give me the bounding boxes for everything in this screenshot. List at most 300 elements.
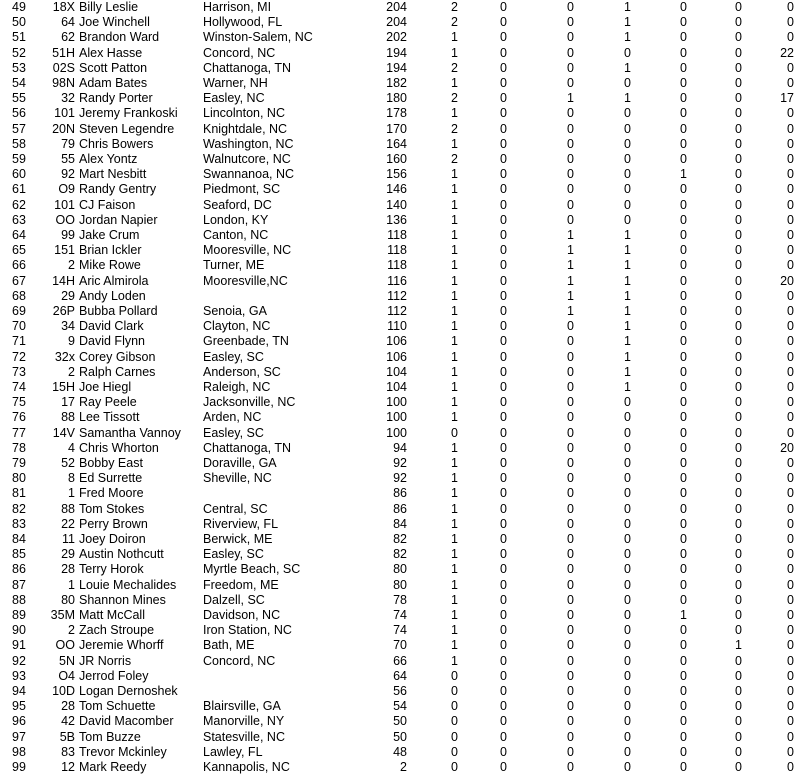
stat-col-2-cell: 0 [500, 334, 507, 349]
table-row [0, 426, 800, 441]
points-cell: 118 [387, 258, 407, 273]
table-row [0, 669, 800, 684]
table-row [0, 456, 800, 471]
points-cell: 182 [386, 76, 407, 90]
stat-col-1-cell: 1 [451, 76, 458, 90]
hometown-cell: Easley, SC [203, 349, 264, 364]
stat-col-3-cell: 0 [567, 30, 574, 45]
table-row [0, 289, 800, 304]
driver-name-cell: Samantha Vannoy [79, 425, 181, 440]
stat-col-3-cell: 0 [567, 106, 574, 121]
stat-col-3-cell: 0 [567, 608, 574, 622]
stat-col-5-cell: 0 [680, 425, 687, 440]
driver-name-cell: Steven Legendre [79, 121, 175, 136]
stat-col-2-cell: 0 [500, 106, 507, 121]
points-cell: 164 [386, 136, 407, 151]
stat-col-2-cell: 0 [500, 592, 507, 607]
position-cell: 89 [12, 608, 26, 622]
stat-col-6-cell: 0 [735, 182, 742, 197]
table-row [0, 395, 800, 410]
stat-col-1-cell: 0 [451, 425, 458, 440]
car-number-cell: 151 [54, 243, 75, 258]
points-cell: 104 [386, 380, 407, 394]
stat-col-3-cell: 0 [567, 668, 574, 683]
driver-name-cell: Aric Almirola [79, 273, 149, 288]
driver-name-cell: Trevor Mckinley [79, 744, 167, 759]
stat-col-5-cell: 0 [680, 760, 687, 774]
stat-col-1-cell: 1 [451, 197, 458, 212]
stat-col-5-cell: 0 [680, 197, 687, 212]
stat-col-7-cell: 0 [787, 532, 794, 546]
stat-col-1-cell: 1 [451, 608, 458, 622]
hometown-cell: Clayton, NC [203, 319, 271, 334]
stat-col-2-cell: 0 [500, 60, 507, 75]
points-cell: 82 [393, 532, 407, 546]
car-number-cell: 2 [68, 258, 75, 273]
stat-col-7-cell: 0 [787, 380, 794, 394]
car-number-cell: 17 [61, 395, 75, 410]
driver-name-cell: Adam Bates [79, 76, 148, 90]
hometown-cell: Davidson, NC [203, 608, 281, 622]
stat-col-6-cell: 0 [735, 623, 742, 638]
stat-col-3-cell: 0 [567, 152, 574, 166]
car-number-cell: 8 [68, 471, 75, 486]
stat-col-1-cell: 0 [451, 699, 458, 714]
stat-col-4-cell: 0 [624, 425, 631, 440]
driver-name-cell: Andy Loden [79, 288, 146, 303]
stat-col-7-cell: 0 [787, 653, 794, 668]
stat-col-7-cell: 0 [787, 456, 794, 470]
stat-col-4-cell: 1 [624, 288, 631, 303]
stat-col-4-cell: 0 [624, 121, 631, 136]
stat-col-6-cell: 0 [735, 608, 742, 622]
points-cell: 80 [393, 562, 407, 577]
stat-col-4-cell: 1 [624, 349, 631, 364]
stat-col-5-cell: 0 [680, 440, 687, 455]
car-number-cell: O4 [58, 668, 75, 683]
stat-col-7-cell: 0 [787, 319, 794, 334]
points-cell: 110 [387, 319, 407, 334]
stat-col-2-cell: 0 [500, 547, 507, 562]
stat-col-1-cell: 2 [451, 15, 458, 30]
car-number-cell: 20N [52, 121, 75, 136]
table-row [0, 623, 800, 638]
position-cell: 86 [12, 562, 26, 577]
stat-col-7-cell: 0 [787, 364, 794, 379]
stat-col-1-cell: 1 [451, 638, 458, 653]
stat-col-4-cell: 0 [624, 136, 631, 151]
stat-col-4-cell: 1 [624, 334, 631, 349]
driver-name-cell: Ray Peele [79, 395, 137, 410]
table-row [0, 137, 800, 152]
position-cell: 77 [12, 425, 26, 440]
stat-col-5-cell: 0 [680, 91, 687, 106]
stat-col-4-cell: 0 [624, 608, 631, 622]
driver-name-cell: Louie Mechalides [79, 577, 177, 592]
stat-col-3-cell: 0 [567, 699, 574, 714]
driver-name-cell: Tom Stokes [79, 501, 145, 516]
table-row [0, 699, 800, 714]
car-number-cell: 1 [68, 486, 75, 501]
car-number-cell: 99 [61, 228, 75, 242]
stat-col-3-cell: 1 [567, 288, 574, 303]
stat-col-6-cell: 0 [735, 699, 742, 714]
car-number-cell: 55 [61, 152, 75, 166]
position-cell: 93 [12, 668, 26, 683]
position-cell: 50 [12, 15, 26, 30]
stat-col-2-cell: 0 [500, 456, 507, 470]
table-row [0, 714, 800, 729]
position-cell: 68 [12, 288, 26, 303]
driver-name-cell: Joe Hiegl [79, 380, 132, 394]
stat-col-6-cell: 0 [735, 212, 742, 227]
table-row [0, 243, 800, 258]
stat-col-7-cell: 20 [780, 440, 794, 455]
stat-col-6-cell: 0 [735, 288, 742, 303]
points-cell: 94 [393, 440, 407, 455]
hometown-cell: Arden, NC [203, 410, 262, 425]
stat-col-6-cell: 1 [735, 638, 742, 653]
stat-col-1-cell: 1 [451, 349, 458, 364]
stat-col-1-cell: 1 [451, 212, 458, 227]
stat-col-6-cell: 0 [735, 258, 742, 273]
stat-col-7-cell: 0 [787, 228, 794, 242]
hometown-cell: Harrison, MI [203, 0, 272, 14]
table-row [0, 182, 800, 197]
stat-col-6-cell: 0 [735, 440, 742, 455]
hometown-cell: Chattanoga, TN [203, 60, 292, 75]
stat-col-5-cell: 0 [680, 319, 687, 334]
stat-col-5-cell: 0 [680, 395, 687, 410]
position-cell: 66 [12, 258, 26, 273]
stat-col-5-cell: 0 [680, 243, 687, 258]
points-cell: 82 [393, 547, 407, 562]
stat-col-5-cell: 0 [680, 182, 687, 197]
position-cell: 72 [12, 349, 26, 364]
stat-col-5-cell: 0 [680, 456, 687, 470]
stat-col-6-cell: 0 [735, 334, 742, 349]
car-number-cell: 32 [61, 91, 75, 106]
stat-col-4-cell: 0 [624, 152, 631, 166]
hometown-cell: Doraville, GA [203, 456, 277, 470]
points-cell: 80 [393, 577, 407, 592]
stat-col-6-cell: 0 [735, 410, 742, 425]
table-row [0, 745, 800, 760]
stat-col-1-cell: 1 [451, 532, 458, 546]
stat-col-2-cell: 0 [500, 425, 507, 440]
stat-col-7-cell: 0 [787, 349, 794, 364]
hometown-cell: Concord, NC [203, 653, 276, 668]
position-cell: 49 [12, 0, 26, 14]
stat-col-7-cell: 0 [787, 197, 794, 212]
position-cell: 87 [12, 577, 26, 592]
stat-col-2-cell: 0 [500, 152, 507, 166]
stat-col-4-cell: 0 [624, 714, 631, 729]
position-cell: 84 [12, 532, 26, 546]
stat-col-2-cell: 0 [500, 608, 507, 622]
stat-col-4-cell: 0 [624, 592, 631, 607]
points-cell: 146 [386, 182, 407, 197]
points-cell: 204 [386, 0, 407, 14]
points-cell: 86 [393, 486, 407, 501]
stat-col-2-cell: 0 [500, 577, 507, 592]
table-row [0, 380, 800, 395]
stat-col-5-cell: 0 [680, 304, 687, 318]
hometown-cell: Easley, SC [203, 547, 264, 562]
points-cell: 202 [386, 30, 407, 45]
stat-col-7-cell: 0 [787, 0, 794, 14]
position-cell: 85 [12, 547, 26, 562]
driver-name-cell: Scott Patton [79, 60, 148, 75]
driver-name-cell: Jeremy Frankoski [79, 106, 178, 121]
stat-col-3-cell: 0 [567, 532, 574, 546]
points-cell: 92 [393, 471, 407, 486]
position-cell: 97 [12, 729, 26, 744]
stat-col-4-cell: 0 [624, 45, 631, 60]
stat-col-2-cell: 0 [500, 273, 507, 288]
position-cell: 57 [12, 121, 26, 136]
stat-col-3-cell: 0 [567, 456, 574, 470]
stat-col-2-cell: 0 [500, 288, 507, 303]
stat-col-2-cell: 0 [500, 729, 507, 744]
stat-col-2-cell: 0 [500, 684, 507, 698]
points-cell: 194 [386, 60, 407, 75]
stat-col-7-cell: 0 [787, 714, 794, 729]
driver-name-cell: Alex Yontz [79, 152, 138, 166]
stat-col-4-cell: 0 [624, 516, 631, 531]
stat-col-4-cell: 1 [624, 30, 631, 45]
stat-col-4-cell: 1 [624, 91, 631, 106]
stat-col-6-cell: 0 [735, 395, 742, 410]
points-cell: 100 [386, 425, 407, 440]
stat-col-7-cell: 0 [787, 592, 794, 607]
stat-col-3-cell: 0 [567, 501, 574, 516]
stat-col-1-cell: 1 [451, 410, 458, 425]
points-cell: 66 [393, 653, 407, 668]
stat-col-7-cell: 0 [787, 516, 794, 531]
table-row [0, 350, 800, 365]
table-row [0, 502, 800, 517]
stat-col-7-cell: 22 [780, 45, 794, 60]
position-cell: 96 [12, 714, 26, 729]
stat-col-5-cell: 0 [680, 258, 687, 273]
points-cell: 100 [386, 410, 407, 425]
stat-col-6-cell: 0 [735, 486, 742, 501]
stat-col-2-cell: 0 [500, 699, 507, 714]
stat-col-4-cell: 0 [624, 76, 631, 90]
stat-col-6-cell: 0 [735, 547, 742, 562]
stat-col-6-cell: 0 [735, 136, 742, 151]
stat-col-2-cell: 0 [500, 304, 507, 318]
stat-col-3-cell: 0 [567, 167, 574, 182]
stat-col-7-cell: 0 [787, 562, 794, 577]
stat-col-7-cell: 0 [787, 760, 794, 774]
stat-col-1-cell: 1 [451, 304, 458, 318]
car-number-cell: 88 [61, 501, 75, 516]
stat-col-4-cell: 0 [624, 182, 631, 197]
stat-col-3-cell: 0 [567, 623, 574, 638]
stat-col-6-cell: 0 [735, 501, 742, 516]
position-cell: 51 [12, 30, 26, 45]
stat-col-4-cell: 0 [624, 699, 631, 714]
position-cell: 78 [12, 440, 26, 455]
stat-col-2-cell: 0 [500, 653, 507, 668]
stat-col-7-cell: 0 [787, 258, 794, 273]
stat-col-2-cell: 0 [500, 228, 507, 242]
stat-col-7-cell: 0 [787, 288, 794, 303]
stat-col-3-cell: 1 [567, 91, 574, 106]
hometown-cell: Iron Station, NC [203, 623, 292, 638]
table-row [0, 593, 800, 608]
driver-name-cell: David Clark [79, 319, 144, 334]
table-row [0, 0, 800, 15]
stat-col-7-cell: 20 [780, 273, 794, 288]
stat-col-2-cell: 0 [500, 668, 507, 683]
table-row [0, 760, 800, 775]
stat-col-6-cell: 0 [735, 349, 742, 364]
stat-col-1-cell: 1 [451, 228, 458, 242]
stat-col-2-cell: 0 [500, 167, 507, 182]
position-cell: 80 [12, 471, 26, 486]
driver-name-cell: Jerrod Foley [79, 668, 149, 683]
position-cell: 81 [12, 486, 26, 501]
stat-col-3-cell: 1 [567, 258, 574, 273]
points-cell: 2 [400, 760, 407, 774]
car-number-cell: 101 [54, 106, 75, 121]
table-row [0, 46, 800, 61]
points-cell: 64 [393, 668, 407, 683]
stat-col-2-cell: 0 [500, 258, 507, 273]
points-cell: 118 [387, 243, 407, 258]
car-number-cell: OO [55, 212, 75, 227]
hometown-cell: Easley, SC [203, 425, 264, 440]
stat-col-1-cell: 1 [451, 182, 458, 197]
stat-col-5-cell: 0 [680, 106, 687, 121]
stat-col-6-cell: 0 [735, 562, 742, 577]
stat-col-3-cell: 0 [567, 744, 574, 759]
car-number-cell: OO [55, 638, 75, 653]
stat-col-3-cell: 0 [567, 45, 574, 60]
stat-col-1-cell: 1 [451, 486, 458, 501]
stat-col-7-cell: 0 [787, 684, 794, 698]
stat-col-4-cell: 0 [624, 638, 631, 653]
car-number-cell: 29 [61, 547, 75, 562]
stat-col-4-cell: 0 [624, 167, 631, 182]
stat-col-1-cell: 1 [451, 288, 458, 303]
table-row [0, 258, 800, 273]
hometown-cell: Raleigh, NC [203, 380, 271, 394]
stat-col-3-cell: 0 [567, 395, 574, 410]
stat-col-7-cell: 0 [787, 729, 794, 744]
table-row [0, 578, 800, 593]
stat-col-2-cell: 0 [500, 486, 507, 501]
stat-col-5-cell: 0 [680, 212, 687, 227]
position-cell: 63 [12, 212, 26, 227]
stat-col-1-cell: 2 [451, 60, 458, 75]
car-number-cell: 02S [52, 60, 75, 75]
points-cell: 74 [393, 608, 407, 622]
points-cell: 170 [386, 121, 407, 136]
stat-col-3-cell: 0 [567, 638, 574, 653]
stat-col-3-cell: 0 [567, 547, 574, 562]
position-cell: 99 [12, 760, 26, 774]
car-number-cell: 34 [61, 319, 75, 334]
stat-col-4-cell: 0 [624, 744, 631, 759]
stat-col-1-cell: 1 [451, 167, 458, 182]
stat-col-6-cell: 0 [735, 76, 742, 90]
stat-col-3-cell: 0 [567, 577, 574, 592]
position-cell: 90 [12, 623, 26, 638]
stat-col-2-cell: 0 [500, 744, 507, 759]
stat-col-2-cell: 0 [500, 623, 507, 638]
stat-col-2-cell: 0 [500, 91, 507, 106]
stat-col-3-cell: 0 [567, 425, 574, 440]
position-cell: 54 [12, 76, 26, 90]
driver-name-cell: Chris Bowers [79, 136, 154, 151]
stat-col-5-cell: 0 [680, 699, 687, 714]
stat-col-7-cell: 0 [787, 30, 794, 45]
stat-col-4-cell: 1 [624, 243, 631, 258]
points-cell: 180 [386, 91, 407, 106]
driver-name-cell: Lee Tissott [79, 410, 140, 425]
stat-col-4-cell: 0 [624, 684, 631, 698]
points-cell: 140 [386, 197, 407, 212]
stat-col-4-cell: 0 [624, 106, 631, 121]
car-number-cell: 35M [50, 608, 75, 622]
position-cell: 69 [12, 304, 26, 318]
stat-col-5-cell: 0 [680, 684, 687, 698]
hometown-cell: Lincolnton, NC [203, 106, 285, 121]
stat-col-3-cell: 1 [567, 228, 574, 242]
driver-name-cell: Perry Brown [79, 516, 148, 531]
stat-col-5-cell: 0 [680, 364, 687, 379]
stat-col-6-cell: 0 [735, 197, 742, 212]
table-row [0, 638, 800, 653]
car-number-cell: 2 [68, 623, 75, 638]
stat-col-5-cell: 0 [680, 380, 687, 394]
stat-col-2-cell: 0 [500, 30, 507, 45]
stat-col-1-cell: 1 [451, 30, 458, 45]
stat-col-4-cell: 1 [624, 304, 631, 318]
driver-name-cell: Mark Reedy [79, 760, 147, 774]
hometown-cell: Walnutcore, NC [203, 152, 291, 166]
stat-col-6-cell: 0 [735, 121, 742, 136]
stat-col-3-cell: 0 [567, 212, 574, 227]
stat-col-5-cell: 0 [680, 532, 687, 546]
points-cell: 204 [386, 15, 407, 30]
driver-name-cell: Brandon Ward [79, 30, 160, 45]
stat-col-7-cell: 0 [787, 699, 794, 714]
stat-col-1-cell: 1 [451, 653, 458, 668]
stat-col-6-cell: 0 [735, 577, 742, 592]
stat-col-7-cell: 0 [787, 182, 794, 197]
stat-col-7-cell: 0 [787, 15, 794, 30]
car-number-cell: 12 [61, 760, 75, 774]
car-number-cell: 92 [61, 167, 75, 182]
table-row [0, 730, 800, 745]
stat-col-7-cell: 0 [787, 623, 794, 638]
driver-name-cell: Ed Surrette [79, 471, 143, 486]
driver-name-cell: Jeremie Whorff [79, 638, 164, 653]
stat-col-4-cell: 0 [624, 623, 631, 638]
hometown-cell: London, KY [203, 212, 269, 227]
hometown-cell: Senoia, GA [203, 304, 267, 318]
stat-col-1-cell: 1 [451, 623, 458, 638]
stat-col-7-cell: 0 [787, 76, 794, 90]
points-cell: 160 [386, 152, 407, 166]
table-row [0, 532, 800, 547]
stat-col-3-cell: 0 [567, 0, 574, 14]
